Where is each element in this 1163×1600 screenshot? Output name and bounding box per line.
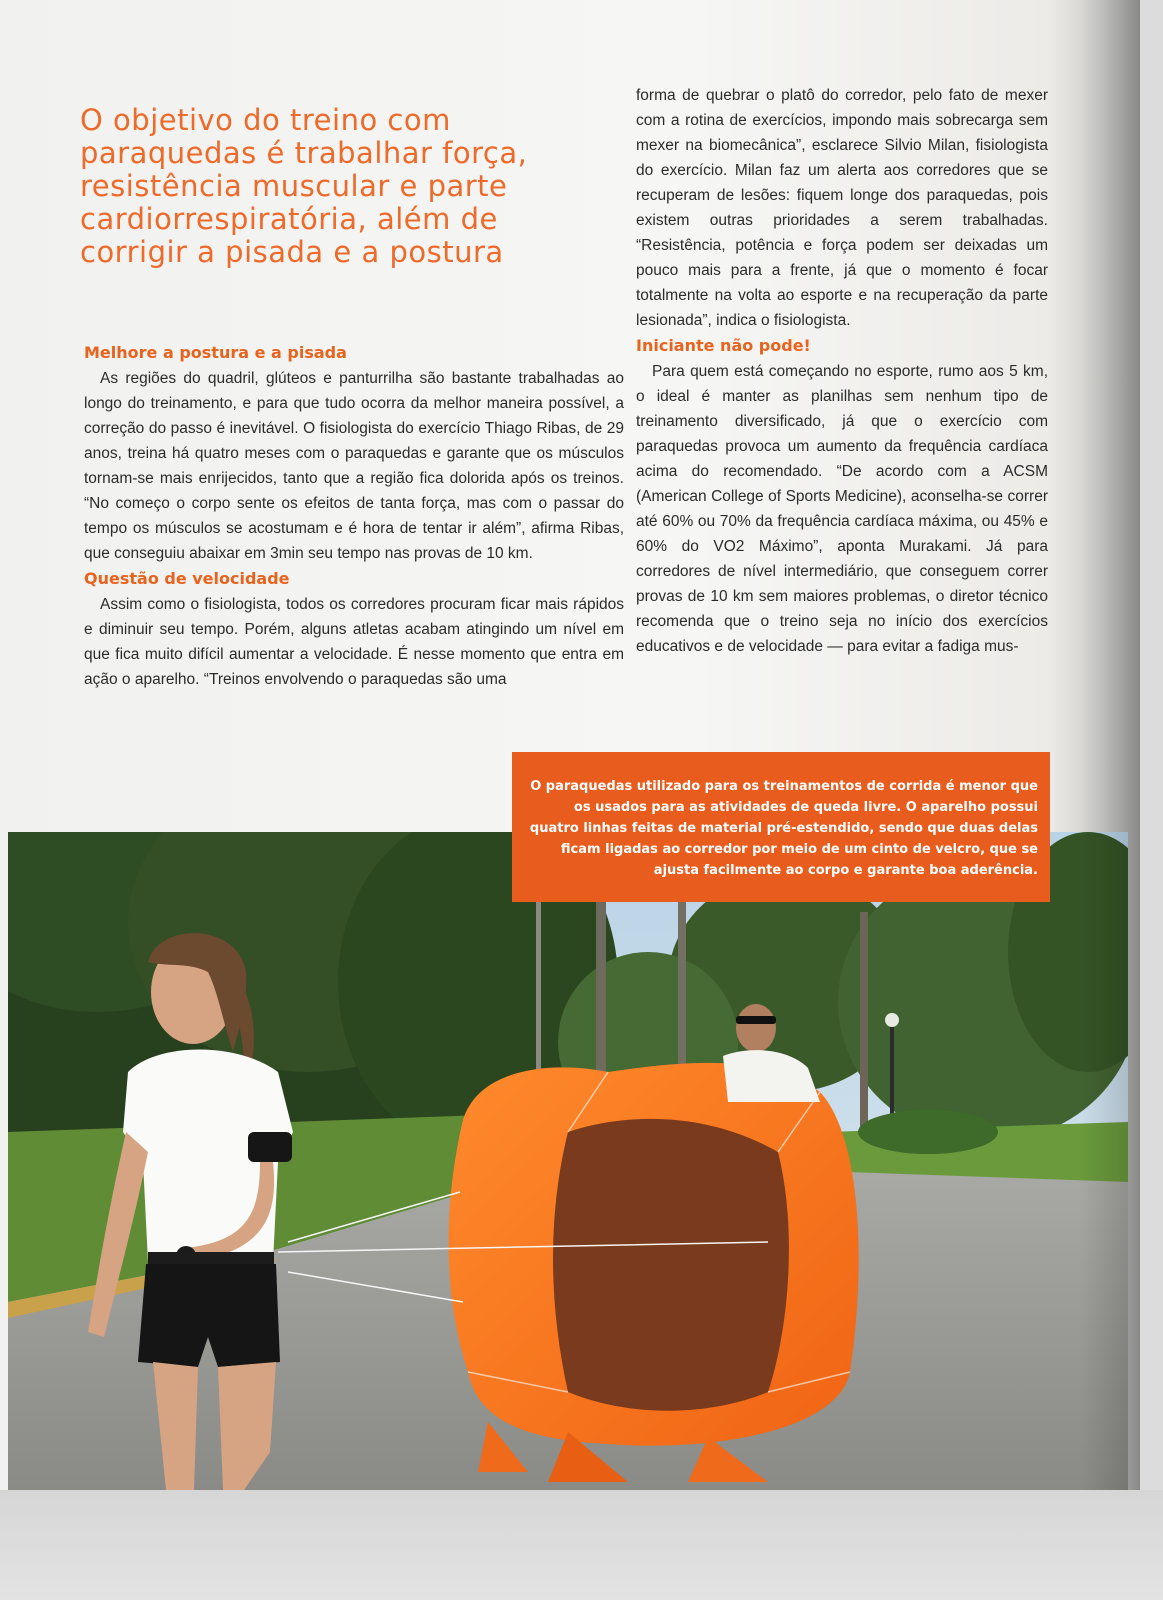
left-column — [84, 340, 624, 692]
continuation-text: forma de quebrar o platô do corredor, pelo fato de mexer com a rotina de exercícios, impondo mais sobrecarga sem mexer na biomecânica”, esclarece Silvio Milan, fisiologista do exercício. Milan faz um alerta aos corredores que se recuperam de lesões: fiquem longe dos paraquedas, pois existem outras prioridades a serem trabalhadas. “Resistência, potência e força podem ser deixadas um pouco mais para a frente, já que o momento é focar totalmente na volta ao esporte e na recuperação da parte lesionada”, indica o fisiologista. — [636, 87, 1048, 329]
pull-quote: O objetivo do treino com paraquedas é trabalhar força, resistência muscular e parte cardiorrespiratória, além de corrigir a pisada e a postura — [80, 103, 528, 269]
photo-caption-box — [512, 752, 1050, 902]
section-heading-velocidade: Questão de velocidade — [84, 569, 290, 588]
section-text-postura: As regiões do quadril, glúteos e panturrilha são bastante trabalhadas ao longo do treinamento, e para que tudo ocorra da melhor maneira possível, a correção do passo é inevitável. O fisiologista do exercício Thiago Ribas, de 29 anos, treina há quatro meses com o paraquedas e garante que os músculos tornam-se mais enrijecidos, tanto que a região fica dolorida após os treinos. “No começo o corpo sente os efeitos de tanta força, mas com o passar do tempo os músculos se acostumam e é hora de tentar ir além”, afirma Ribas, que conseguiu abaixar em 3min seu tempo nas provas de 10 km. — [84, 370, 624, 562]
page-gutter-shadow — [1080, 0, 1140, 1490]
photo-caption: O paraquedas utilizado para os treinamentos de corrida é menor que os usados para as atividades de queda livre. O aparelho possui quatro linhas feitas de material pré-estendido, sendo que duas delas ficam ligadas ao corredor por meio de um cinto de velcro, que se ajusta facilmente ao corpo e garante boa aderência. — [529, 779, 1038, 878]
section-heading-postura: Melhore a postura e a pisada — [84, 343, 347, 362]
section-text-iniciante: Para quem está começando no esporte, rumo aos 5 km, o ideal é manter as planilhas sem nenhum tipo de treinamento diversificado, já que o exercício com paraquedas provoca um aumento da frequência cardíaca acima do recomendado. “De acordo com a ACSM (American College of Sports Medicine), aconselha-se correr até 60% ou 70% da frequência cardíaca máxima, ou 45% e 60% do VO2 Máximo”, aponta Murakami. Já para corredores de nível intermediário, que conseguem correr provas de 10 km sem maiores problemas, o diretor técnico recomenda que o treino seja no início dos exercícios educativos e de velocidade — para evitar a fadiga mus- — [636, 363, 1048, 655]
section-heading-iniciante: Iniciante não pode! — [636, 336, 811, 355]
section-text-velocidade: Assim como o fisiologista, todos os corredores procuram ficar mais rápidos e diminuir seu tempo. Porém, alguns atletas acabam atingindo um nível em que fica muito difícil aumentar a velocidade. É nesse momento que entra em ação o aparelho. “Treinos envolvendo o paraquedas são uma — [84, 596, 624, 688]
right-column — [636, 83, 1048, 659]
parachute-training-photo — [8, 832, 1128, 1490]
scan-bottom-margin — [0, 1490, 1163, 1600]
